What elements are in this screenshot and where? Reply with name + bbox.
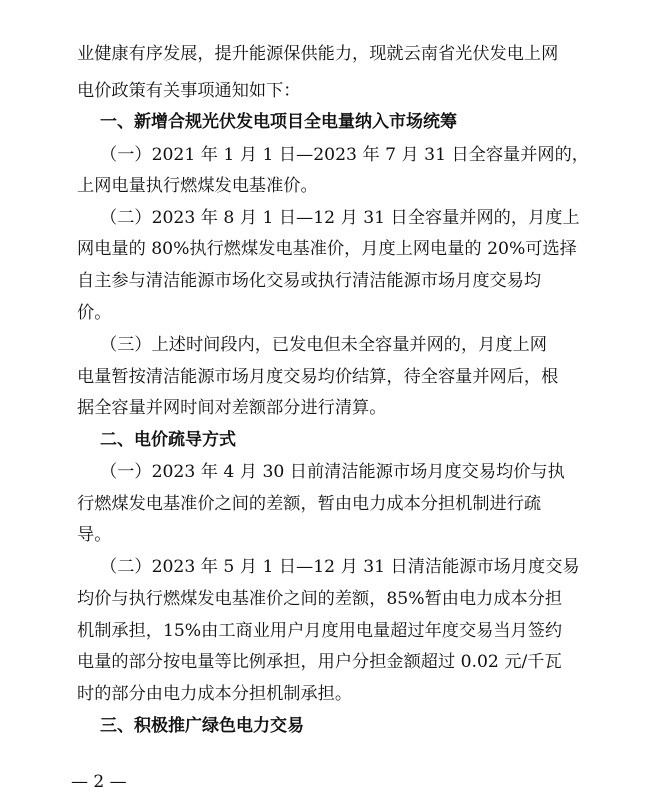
- item-1-3-line-1: （三）上述时间段内，已发电但未全容量并网的，月度上网: [100, 335, 547, 355]
- section-heading-2: 二、电价疏导方式: [100, 430, 236, 450]
- item-2-2-line-2: 均价与执行燃煤发电基准价之间的差额，85%暂由电力成本分担: [77, 589, 563, 609]
- item-1-2-line-1: （二）2023 年 8 月 1 日—12 月 31 日全容量并网的，月度上: [100, 208, 580, 228]
- item-1-3-line-3: 据全容量并网时间对差额部分进行清算。: [77, 398, 387, 418]
- item-1-1-line-1: （一）2021 年 1 月 1 日—2023 年 7 月 31 日全容量并网的，: [100, 145, 589, 165]
- page-number: — 2 —: [71, 772, 127, 792]
- item-2-1-line-2: 行燃煤发电基准价之间的差额，暂由电力成本分担机制进行疏: [77, 494, 542, 514]
- item-2-2-line-4: 电量的部分按电量等比例承担，用户分担金额超过 0.02 元/千瓦: [77, 652, 562, 672]
- item-2-2-line-5: 时的部分由电力成本分担机制承担。: [77, 684, 353, 704]
- item-1-2-line-2: 网电量的 80%执行燃煤发电基准价，月度上网电量的 20%可选择: [77, 239, 577, 259]
- item-2-2-line-1: （二）2023 年 5 月 1 日—12 月 31 日清洁能源市场月度交易: [100, 557, 580, 577]
- item-1-1-line-2: 上网电量执行燃煤发电基准价。: [77, 176, 318, 196]
- item-1-2-line-3: 自主参与清洁能源市场化交易或执行清洁能源市场月度交易均: [77, 271, 542, 291]
- section-heading-3: 三、积极推广绿色电力交易: [100, 716, 304, 736]
- item-2-1-line-1: （一）2023 年 4 月 30 日前清洁能源市场月度交易均价与执: [100, 462, 565, 482]
- item-1-2-line-4: 价。: [77, 303, 112, 323]
- intro-line-1: 业健康有序发展，提升能源保供能力，现就云南省光伏发电上网: [77, 44, 559, 64]
- section-heading-1: 一、新增合规光伏发电项目全电量纳入市场统筹: [100, 112, 457, 132]
- item-2-2-line-3: 机制承担，15%由工商业用户月度用电量超过年度交易当月签约: [77, 621, 563, 641]
- item-2-1-line-3: 导。: [77, 525, 112, 545]
- item-1-3-line-2: 电量暂按清洁能源市场月度交易均价结算，待全容量并网后，根: [77, 367, 559, 387]
- intro-line-2: 电价政策有关事项通知如下：: [77, 81, 301, 101]
